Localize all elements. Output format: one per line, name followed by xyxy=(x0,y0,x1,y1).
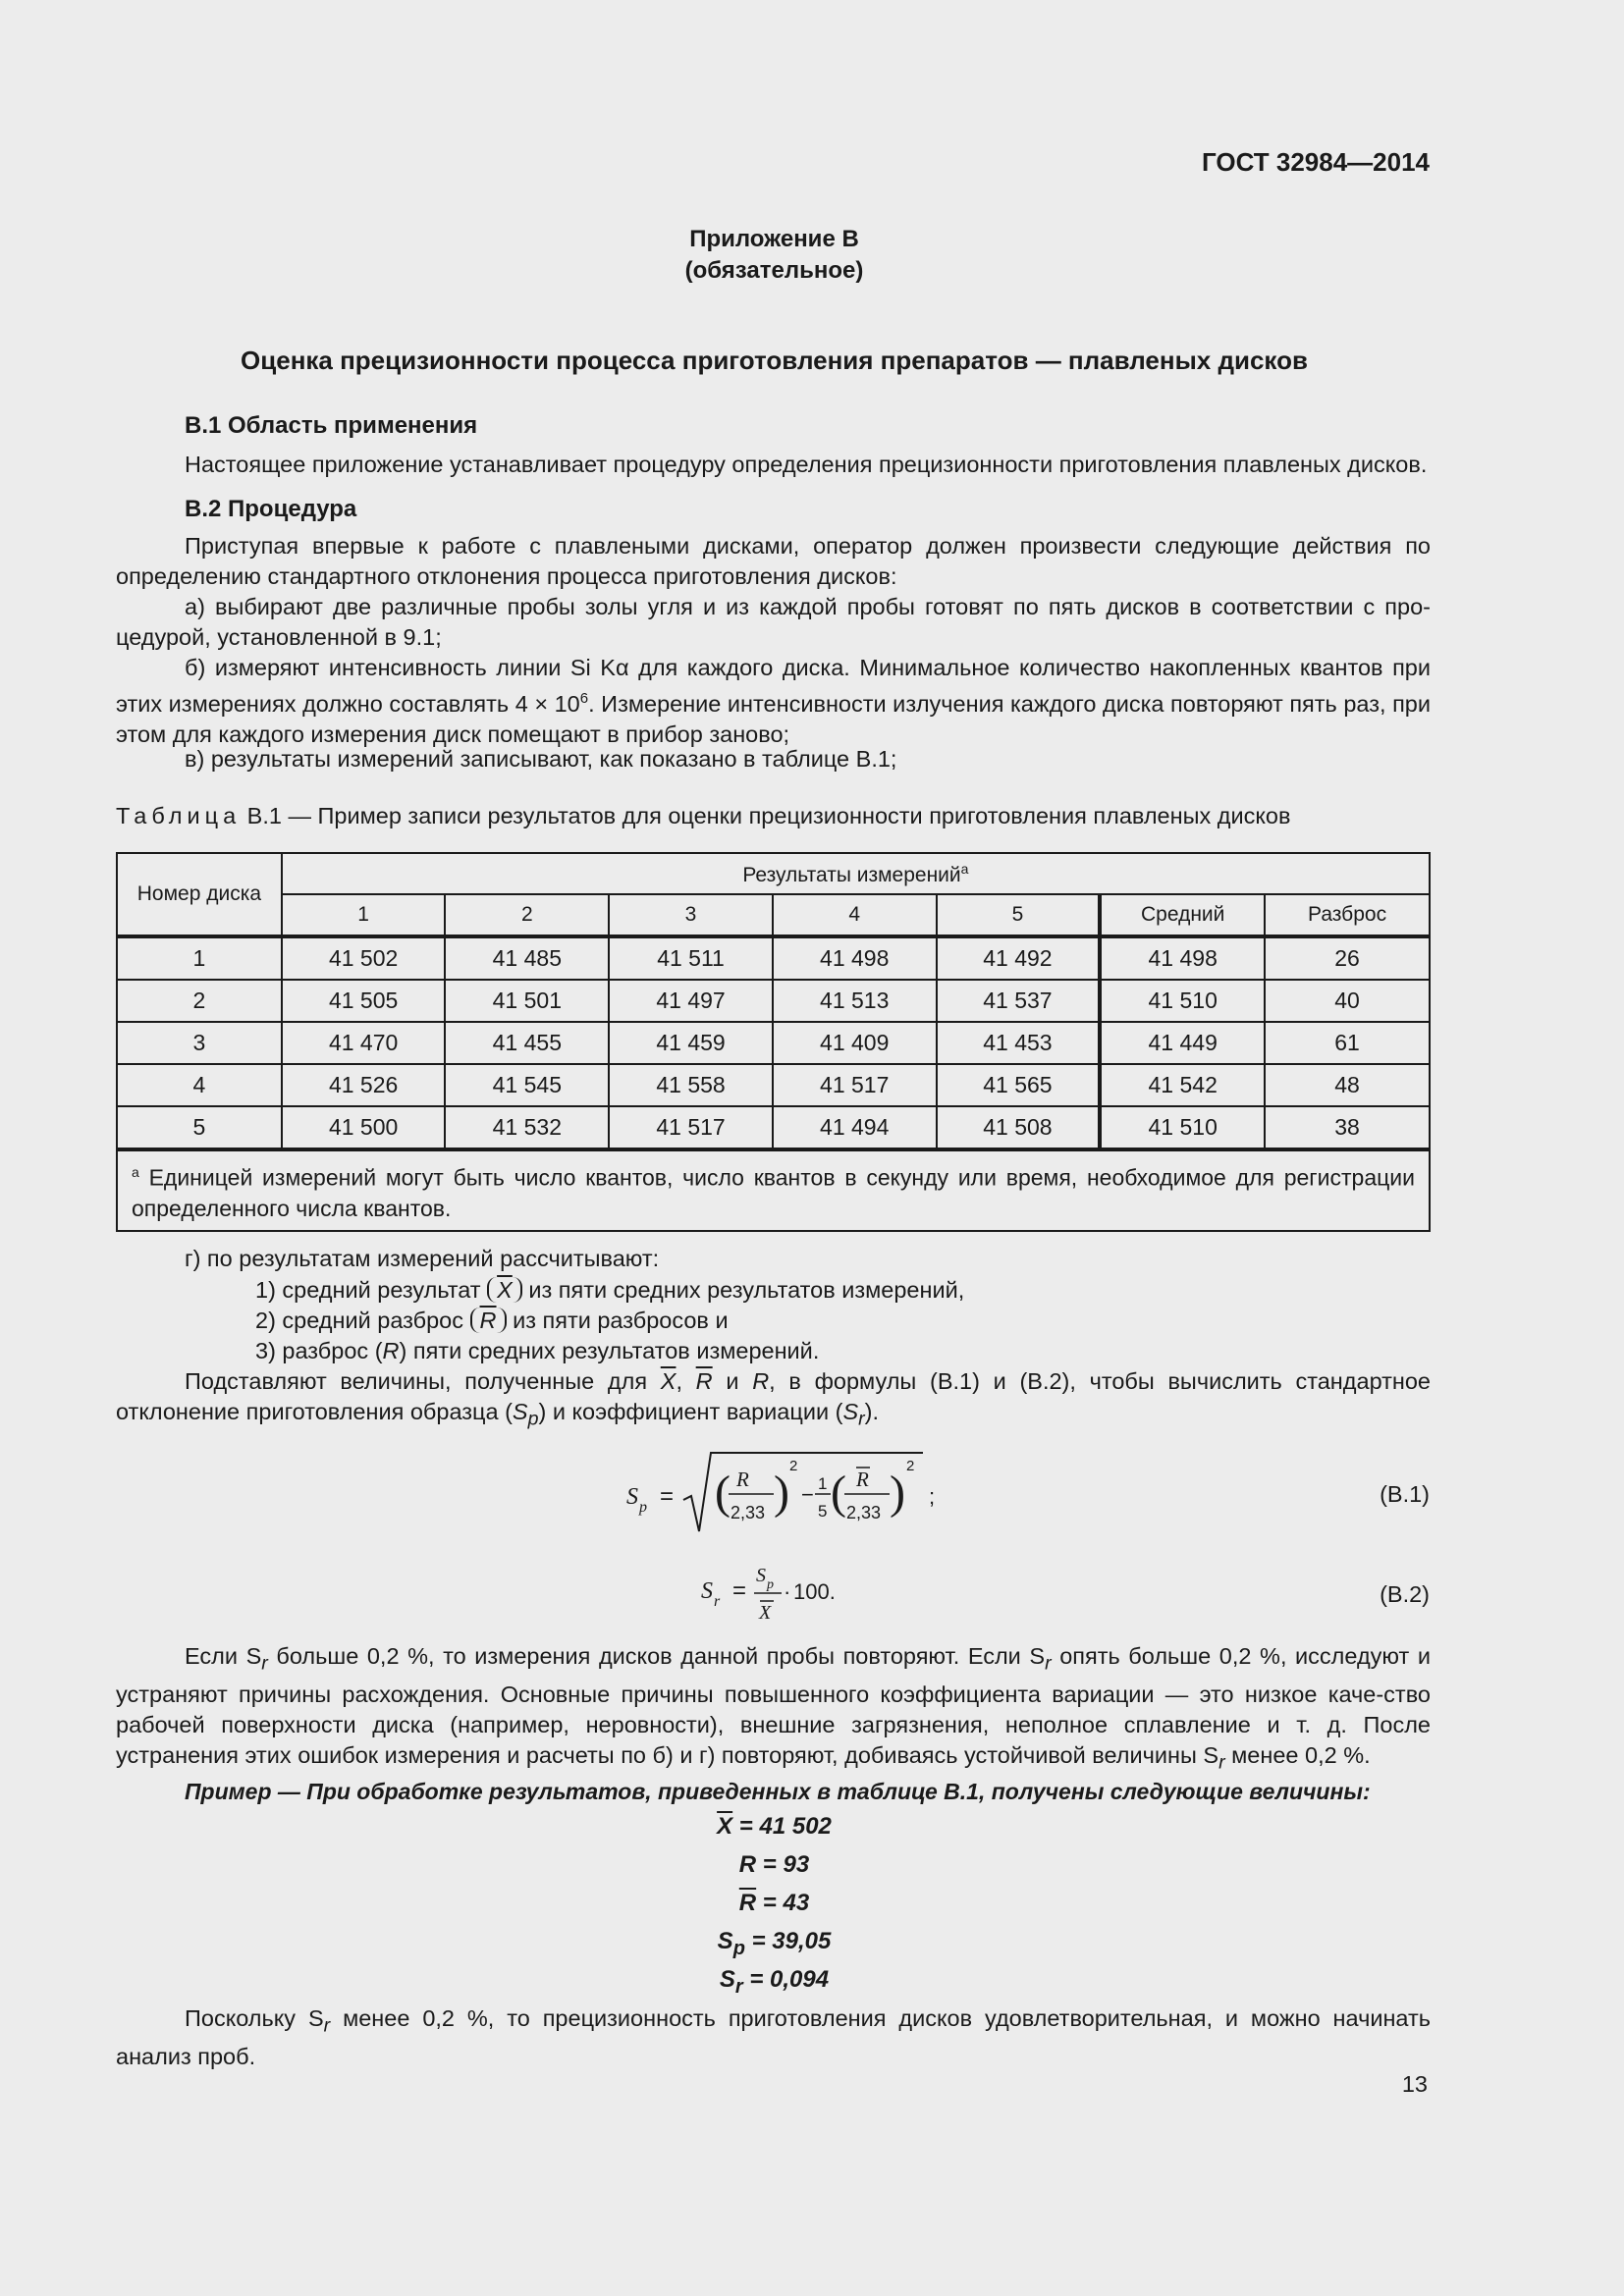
example-sp-value: $S_p = 39,05$ xyxy=(717,1928,832,1959)
table-cell: 41 542 xyxy=(1100,1064,1265,1106)
step-g-item-2: 2) средний разброс $\overline{R}$ из пяти разбросов и xyxy=(255,1308,729,1333)
step-b: б) измеряют интенсивность линии Si Kα для каждого диска. Минимальное количество накопленных квантов при этих измерениях должно составлять $4 \times 10^6$. Измерение интенсивности излучения каждого диска повторяют пять раз, при этом для каждого измерения диск помещают в прибор заново; xyxy=(116,655,1431,747)
svg-text:R: R xyxy=(736,1468,749,1491)
formula-b2-number: (В.2) xyxy=(1380,1581,1430,1607)
svg-text:2: 2 xyxy=(789,1458,798,1474)
svg-text:S: S xyxy=(701,1578,713,1604)
disk-number-cell: 1 xyxy=(117,936,282,980)
step-g-item-1: 1) средний результат $\overline{X}$ из пяти средних результатов измерений, xyxy=(255,1277,965,1303)
table-cell: 41 537 xyxy=(937,980,1101,1022)
table-cell: 41 485 xyxy=(445,936,609,980)
table-cell: 41 565 xyxy=(937,1064,1101,1106)
svg-text:2: 2 xyxy=(906,1458,915,1474)
disk-number-cell: 4 xyxy=(117,1064,282,1106)
table-row xyxy=(117,980,1430,1022)
table-cell: 41 497 xyxy=(609,980,773,1022)
example-x-value: $\overline{X} = 41$ 502 xyxy=(717,1813,832,1840)
table-cell: 41 517 xyxy=(609,1106,773,1149)
disk-number-cell: 5 xyxy=(117,1106,282,1149)
svg-text:X: X xyxy=(759,1602,772,1624)
table-cell: 41 409 xyxy=(773,1022,937,1064)
table-cell: 41 502 xyxy=(282,936,446,980)
formula-b2 xyxy=(687,1556,884,1629)
disk-number-cell: 2 xyxy=(117,980,282,1022)
table-cell: 26 xyxy=(1265,936,1430,980)
repeat-measurement-text: Если $S_r$ больше 0,2 %, то измерения дисков данной пробы повторяют. Если $S_r$ опять больше 0,2 %, исследуют и устраняют причины расхождения. Основные причины повышенного коэффициента вариации — это низкое каче-ство рабочей поверхности диска (например, неровности), внешние загрязнения, неполное сплавление и т. д. После устранения этих ошибок измерения и расчеты по б) и г) повторяют, добиваясь устойчивой величины $S_r$ менее 0,2 %. xyxy=(116,1643,1431,1774)
svg-text:5: 5 xyxy=(818,1502,828,1521)
table-cell: 41 492 xyxy=(937,936,1101,980)
svg-text:p: p xyxy=(639,1499,647,1516)
standard-number: ГОСТ 32984—2014 xyxy=(1202,147,1430,177)
table-cell: 41 510 xyxy=(1100,980,1265,1022)
table-cell: 41 500 xyxy=(282,1106,446,1149)
conclusion-text: Поскольку $S_r$ менее 0,2 %, то прецизионность приготовления дисков удовлетворительная, и можно начинать анализ проб. xyxy=(116,2005,1431,2069)
example-rbar-value: $\overline{R} = 43$ xyxy=(738,1890,810,1916)
column-header: Средний xyxy=(1100,894,1265,936)
column-header: 4 xyxy=(773,894,937,936)
table-cell: 40 xyxy=(1265,980,1430,1022)
column-header: 3 xyxy=(609,894,773,936)
svg-text:;: ; xyxy=(929,1484,936,1509)
table-caption: Таблица В.1 — Пример записи результатов для оценки прецизионности приготовления плавленых дисков xyxy=(116,803,1291,828)
table-cell: 41 498 xyxy=(773,936,937,980)
svg-text:=: = xyxy=(660,1483,675,1510)
disk-number-header: Номер диска xyxy=(117,853,282,936)
svg-text:2,33: 2,33 xyxy=(846,1503,882,1522)
column-header: 5 xyxy=(937,894,1101,936)
svg-text:r: r xyxy=(714,1593,721,1610)
section-b2-heading: В.2 Процедура xyxy=(185,496,357,522)
column-header: 1 xyxy=(282,894,446,936)
table-row xyxy=(117,1106,1430,1149)
example-intro: Пример — При обработке результатов, приведенных в таблице В.1, получены следующие величины: xyxy=(185,1779,1371,1804)
table-cell: 41 494 xyxy=(773,1106,937,1149)
section-b1-heading: В.1 Область применения xyxy=(185,412,478,439)
table-cell: 41 501 xyxy=(445,980,609,1022)
table-row xyxy=(117,1064,1430,1106)
table-footnote-row xyxy=(117,1149,1430,1231)
table-cell: 41 453 xyxy=(937,1022,1101,1064)
section-b2-intro: Приступая впервые к работе с плавлеными дисками, оператор должен произвести следующие действия по определению стандартного отклонения процесса приготовления дисков: xyxy=(116,533,1431,589)
substitution-text: Подставляют величины, полученные для $\overline{X}$, $\overline{R}$ и R, в формулы (В.1) и (В.2), чтобы вычислить стандартное отклонение приготовления образца $(S_p)$ и коэффициент вариации $(S_r)$. xyxy=(116,1368,1432,1430)
step-v: в) результаты измерений записывают, как показано в таблице В.1; xyxy=(185,746,897,772)
page-number: 13 xyxy=(1401,2071,1428,2097)
table-cell: 41 459 xyxy=(609,1022,773,1064)
table-cell: 41 455 xyxy=(445,1022,609,1064)
table-cell: 41 511 xyxy=(609,936,773,980)
svg-text:(: ( xyxy=(715,1467,731,1519)
table-cell: 41 449 xyxy=(1100,1022,1265,1064)
example-sr-value: $S_r = 0,094$ xyxy=(719,1966,830,1998)
column-header: Разброс xyxy=(1265,894,1430,936)
table-cell: 41 510 xyxy=(1100,1106,1265,1149)
table-cell: 41 558 xyxy=(609,1064,773,1106)
annex-title: Приложение В xyxy=(689,226,859,252)
column-header: 2 xyxy=(445,894,609,936)
step-a: а) выбирают две различные пробы золы угля и из каждой пробы готовят по пять дисков в соответствии с про-цедурой, установленной в 9.1; xyxy=(116,594,1431,650)
measurement-table xyxy=(116,852,1431,1232)
table-cell: 41 505 xyxy=(282,980,446,1022)
table-cell: 41 545 xyxy=(445,1064,609,1106)
formula-b1-number: (В.1) xyxy=(1380,1481,1430,1507)
svg-text:R: R xyxy=(856,1468,869,1491)
table-cell: 41 526 xyxy=(282,1064,446,1106)
example-r-value: R = 93 xyxy=(738,1851,810,1878)
annex-status: (обязательное) xyxy=(684,257,864,284)
table-cell: 41 513 xyxy=(773,980,937,1022)
document-title: Оценка прецизионности процесса приготовления препаратов — плавленых дисков xyxy=(241,346,1308,375)
table-cell: 41 470 xyxy=(282,1022,446,1064)
svg-text:1: 1 xyxy=(818,1474,828,1493)
disk-number-cell: 3 xyxy=(117,1022,282,1064)
table-cell: 41 498 xyxy=(1100,936,1265,980)
table-row xyxy=(117,936,1430,980)
svg-text:S: S xyxy=(626,1484,638,1510)
table-cell: 48 xyxy=(1265,1064,1430,1106)
table-cell: 38 xyxy=(1265,1106,1430,1149)
svg-text:2,33: 2,33 xyxy=(731,1503,766,1522)
table-cell: 41 508 xyxy=(937,1106,1101,1149)
table-cell: 41 517 xyxy=(773,1064,937,1106)
step-g-intro: г) по результатам измерений рассчитывают: xyxy=(185,1246,660,1271)
table-row xyxy=(117,1022,1430,1064)
formula-b1 xyxy=(609,1443,943,1541)
table-cell: 41 532 xyxy=(445,1106,609,1149)
svg-text:=: = xyxy=(732,1577,747,1604)
svg-text:·: · xyxy=(784,1579,791,1604)
svg-text:): ) xyxy=(774,1467,789,1519)
step-g-item-3: 3) разброс (R) пяти средних результатов измерений. xyxy=(255,1338,820,1363)
svg-text:): ) xyxy=(890,1467,905,1519)
svg-text:−: − xyxy=(801,1482,814,1507)
section-b1-text: Настоящее приложение устанавливает процедуру определения прецизионности приготовления плавленых дисков. xyxy=(185,452,1428,477)
svg-text:100.: 100. xyxy=(793,1579,836,1604)
svg-text:p: p xyxy=(767,1577,774,1592)
results-header: Результаты измерений$^a$ xyxy=(282,853,1430,894)
table-cell: 61 xyxy=(1265,1022,1430,1064)
svg-text:S: S xyxy=(756,1565,766,1586)
svg-text:(: ( xyxy=(831,1467,846,1519)
annex-heading xyxy=(0,224,1548,287)
table-footnote: $^a$ Единицей измерений могут быть число квантов, число квантов в секунду или время, необходимое для регистрации определенного числа квантов. xyxy=(117,1149,1430,1231)
